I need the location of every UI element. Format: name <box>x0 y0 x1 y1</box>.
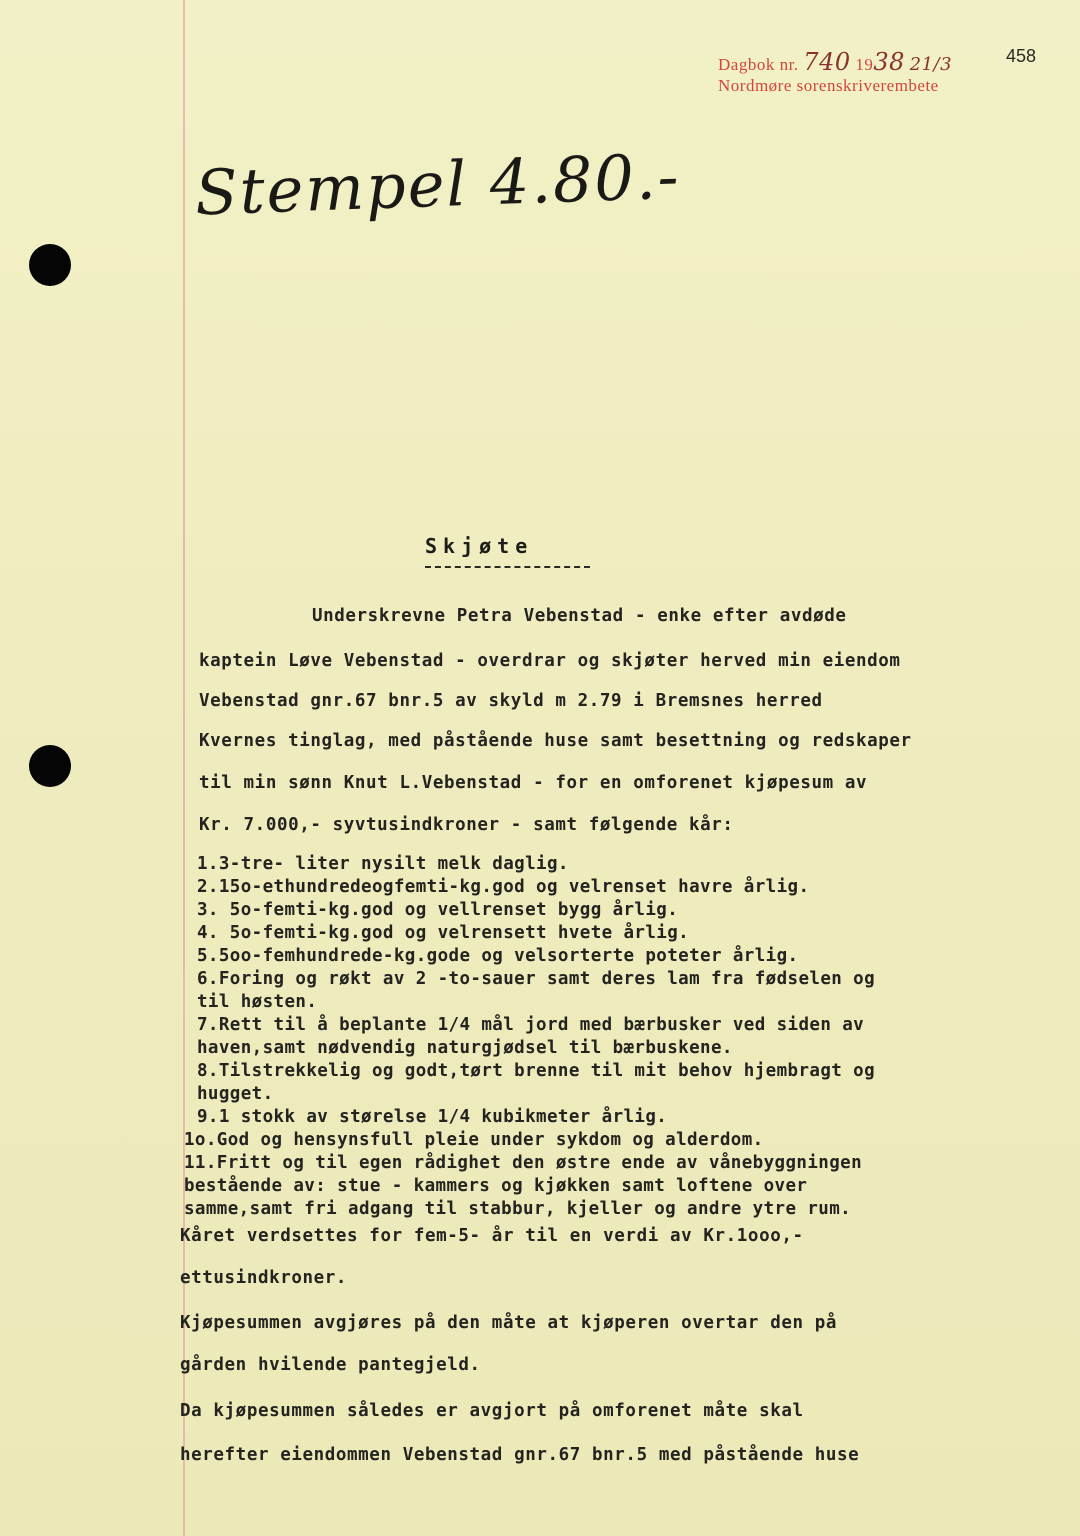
body-line: kaptein Løve Vebenstad - overdrar og skjøter herved min eiendom <box>199 651 901 671</box>
punch-hole-upper <box>29 244 71 286</box>
list-item: samme,samt fri adgang til stabbur, kjeller og andre ytre rum. <box>184 1199 852 1219</box>
stamp-prefix: Dagbok nr. <box>718 55 799 74</box>
body-line: Kvernes tinglag, med påstående huse samt besettning og redskaper <box>199 731 912 751</box>
list-item: 11.Fritt og til egen rådighet den østre ende av vånebyggningen <box>184 1153 863 1173</box>
closing-line: ettusindkroner. <box>180 1268 348 1288</box>
list-item: 4. 5o-femti-kg.god og velrensett hvete årlig. <box>197 923 690 943</box>
list-item: 2.15o-ethundredeogfemti-kg.god og velrenset havre årlig. <box>197 877 810 897</box>
list-item: haven,samt nødvendig naturgjødsel til bærbuskene. <box>197 1038 733 1058</box>
body-line: Vebenstad gnr.67 bnr.5 av skyld m 2.79 i Bremsnes herred <box>199 691 823 711</box>
document-title: Skjøte <box>425 534 534 558</box>
margin-rule <box>183 0 185 1536</box>
list-item: bestående av: stue - kammers og kjøkken samt loftene over <box>184 1176 808 1196</box>
registry-stamp-line1 <box>718 48 952 76</box>
page-number: 458 <box>1006 46 1037 66</box>
list-item: til høsten. <box>197 992 318 1012</box>
closing-line: herefter eiendommen Vebenstad gnr.67 bnr.5 med påstående huse <box>180 1445 860 1465</box>
stamp-year-prefix: 19 <box>855 55 874 74</box>
closing-line: gården hvilende pantegjeld. <box>180 1355 481 1375</box>
body-line: til min sønn Knut L.Vebenstad - for en omforenet kjøpesum av <box>199 773 868 793</box>
diary-number: 740 <box>803 48 851 76</box>
list-item: 8.Tilstrekkelig og godt,tørt brenne til mit behov hjembragt og <box>197 1061 876 1081</box>
closing-line: Da kjøpesummen således er avgjort på omforenet måte skal <box>180 1401 804 1421</box>
office-stamp: Nordmøre sorenskriverembete <box>718 76 939 95</box>
list-item: 1o.God og hensynsfull pleie under sykdom og alderdom. <box>184 1130 764 1150</box>
list-item: 9.1 stokk av størelse 1/4 kubikmeter årlig. <box>197 1107 668 1127</box>
body-line: Kr. 7.000,- syvtusindkroner - samt følgende kår: <box>199 815 734 835</box>
list-item: 1.3-tre- liter nysilt melk daglig. <box>197 854 569 874</box>
handwritten-stamp-fee: Stempel 4.80.- <box>193 139 682 230</box>
closing-line: Kjøpesummen avgjøres på den måte at kjøperen overtar den på <box>180 1313 838 1333</box>
stamp-year-suffix: 38 <box>873 48 905 76</box>
body-line: Underskrevne Petra Vebenstad - enke efter avdøde <box>312 606 847 626</box>
list-item: hugget. <box>197 1084 274 1104</box>
punch-hole-lower <box>29 745 71 787</box>
handwritten-date: 21/3 <box>909 54 953 75</box>
title-underline <box>425 566 590 568</box>
list-item: 7.Rett til å beplante 1/4 mål jord med bærbusker ved siden av <box>197 1015 865 1035</box>
closing-line: Kåret verdsettes for fem-5- år til en verdi av Kr.1ooo,- <box>180 1226 804 1246</box>
list-item: 5.5oo-femhundrede-kg.gode og velsorterte poteter årlig. <box>197 946 799 966</box>
list-item: 3. 5o-femti-kg.god og vellrenset bygg årlig. <box>197 900 679 920</box>
list-item: 6.Foring og røkt av 2 -to-sauer samt deres lam fra fødselen og <box>197 969 876 989</box>
